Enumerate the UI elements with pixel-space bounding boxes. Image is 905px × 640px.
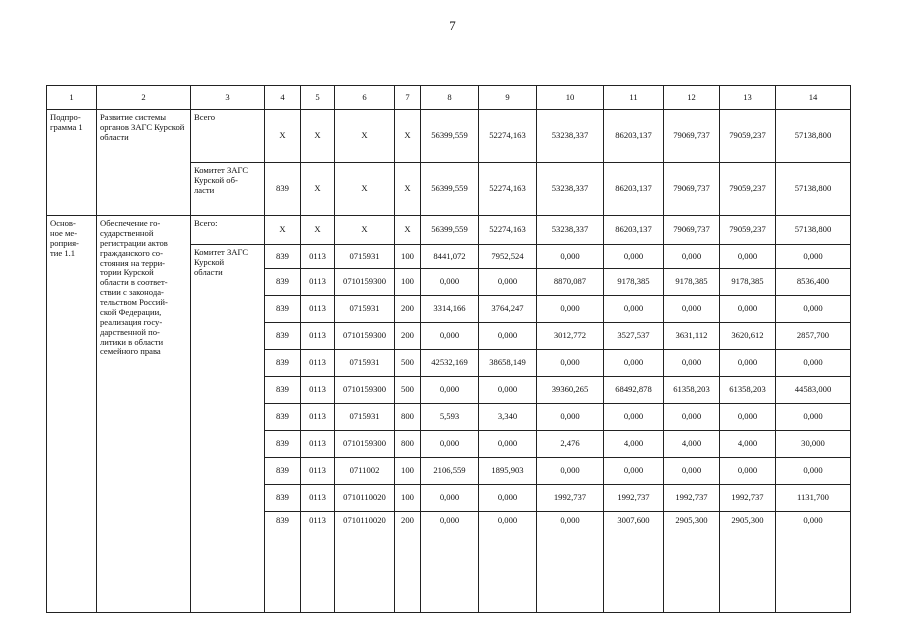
table-cell: 800 xyxy=(395,404,421,431)
table-cell: 0,000 xyxy=(421,377,479,404)
table-cell: 839 xyxy=(265,163,301,216)
table-cell: 1992,737 xyxy=(664,485,720,512)
table-cell: 0113 xyxy=(301,323,335,350)
table-cell: X xyxy=(335,110,395,163)
table-cell: 79069,737 xyxy=(664,163,720,216)
table-cell: 39360,265 xyxy=(537,377,604,404)
table-cell: 1992,737 xyxy=(720,485,776,512)
table-cell: 0,000 xyxy=(479,485,537,512)
table-cell: 839 xyxy=(265,350,301,377)
table-cell: 0,000 xyxy=(664,350,720,377)
table-cell: 200 xyxy=(395,296,421,323)
table-cell: 1131,700 xyxy=(776,485,851,512)
subprogram-title: Развитие системы органов ЗАГС Курской области xyxy=(97,110,191,216)
row-label: Всего: xyxy=(191,216,265,245)
row-label: Комитет ЗАГС Курской области xyxy=(191,245,265,613)
table-cell: 0,000 xyxy=(537,350,604,377)
table-cell: 0,000 xyxy=(664,404,720,431)
table-cell: 100 xyxy=(395,245,421,269)
table-cell: X xyxy=(265,216,301,245)
table-cell: X xyxy=(395,216,421,245)
table-cell: 4,000 xyxy=(604,431,664,458)
column-header: 4 xyxy=(265,86,301,110)
table-cell: 2905,300 xyxy=(720,512,776,613)
table-cell: X xyxy=(265,110,301,163)
table-cell: 86203,137 xyxy=(604,110,664,163)
table-cell: 0,000 xyxy=(664,296,720,323)
table-cell: 9178,385 xyxy=(720,269,776,296)
table-cell: 0715931 xyxy=(335,350,395,377)
column-header: 13 xyxy=(720,86,776,110)
table-cell: 1992,737 xyxy=(604,485,664,512)
table-row xyxy=(47,216,851,245)
table-cell: 839 xyxy=(265,431,301,458)
table-cell: 0113 xyxy=(301,404,335,431)
table-cell: 30,000 xyxy=(776,431,851,458)
column-header: 12 xyxy=(664,86,720,110)
table-cell: 0715931 xyxy=(335,404,395,431)
table-cell: 0,000 xyxy=(479,377,537,404)
table-cell: 0113 xyxy=(301,245,335,269)
table-cell: 0,000 xyxy=(537,404,604,431)
table-cell: 0710159300 xyxy=(335,269,395,296)
table-cell: 2,476 xyxy=(537,431,604,458)
table-cell: X xyxy=(395,110,421,163)
table-cell: X xyxy=(301,216,335,245)
row-label: Комитет ЗАГС Курской об- ласти xyxy=(191,163,265,216)
table-cell: 3007,600 xyxy=(604,512,664,613)
table-cell: 56399,559 xyxy=(421,216,479,245)
table-cell: 0113 xyxy=(301,377,335,404)
table-cell: 68492,878 xyxy=(604,377,664,404)
table-cell: 0710110020 xyxy=(335,485,395,512)
table-cell: 79059,237 xyxy=(720,163,776,216)
table-cell: 0,000 xyxy=(776,512,851,613)
table-cell: 0,000 xyxy=(776,404,851,431)
table-cell: 0715931 xyxy=(335,296,395,323)
table-cell: 0,000 xyxy=(479,323,537,350)
table-cell: 500 xyxy=(395,377,421,404)
table-cell: 79059,237 xyxy=(720,110,776,163)
table-cell: 52274,163 xyxy=(479,216,537,245)
table-cell: 0,000 xyxy=(479,431,537,458)
table-cell: X xyxy=(335,216,395,245)
table-cell: 9178,385 xyxy=(664,269,720,296)
table-cell: 0,000 xyxy=(776,350,851,377)
table-cell: 500 xyxy=(395,350,421,377)
table-cell: 2857,700 xyxy=(776,323,851,350)
column-header: 6 xyxy=(335,86,395,110)
row-label: Всего xyxy=(191,110,265,163)
table-cell: 79069,737 xyxy=(664,110,720,163)
table-cell: 0711002 xyxy=(335,458,395,485)
table-cell: 839 xyxy=(265,404,301,431)
table-cell: 79059,237 xyxy=(720,216,776,245)
table-cell: 57138,800 xyxy=(776,163,851,216)
table-cell: 200 xyxy=(395,323,421,350)
table-cell: 0113 xyxy=(301,431,335,458)
table-cell: 0113 xyxy=(301,269,335,296)
column-header: 1 xyxy=(47,86,97,110)
table-cell: 0710159300 xyxy=(335,431,395,458)
table-cell: 0,000 xyxy=(421,512,479,613)
table-cell: 0113 xyxy=(301,512,335,613)
table-cell: 0,000 xyxy=(720,458,776,485)
column-header: 10 xyxy=(537,86,604,110)
table-cell: 0,000 xyxy=(776,296,851,323)
table-cell: 0,000 xyxy=(421,485,479,512)
table-cell: 0710159300 xyxy=(335,323,395,350)
table-cell: 0,000 xyxy=(776,245,851,269)
table-cell: 79069,737 xyxy=(664,216,720,245)
table-cell: 839 xyxy=(265,323,301,350)
table-cell: 0,000 xyxy=(537,245,604,269)
table-cell: 0113 xyxy=(301,296,335,323)
table-cell: X xyxy=(395,163,421,216)
table-cell: 52274,163 xyxy=(479,163,537,216)
table-cell: 52274,163 xyxy=(479,110,537,163)
table-cell: 0,000 xyxy=(720,296,776,323)
table-cell: 3631,112 xyxy=(664,323,720,350)
table-cell: 839 xyxy=(265,458,301,485)
budget-table xyxy=(46,85,851,613)
table-cell: 1895,903 xyxy=(479,458,537,485)
table-cell: 57138,800 xyxy=(776,110,851,163)
table-cell: 3,340 xyxy=(479,404,537,431)
table-cell: 3527,537 xyxy=(604,323,664,350)
table-cell: 0,000 xyxy=(720,404,776,431)
table-cell: 100 xyxy=(395,458,421,485)
activity-label: Основ- ное ме- роприя- тие 1.1 xyxy=(47,216,97,613)
table-cell: 0,000 xyxy=(537,512,604,613)
table-cell: 56399,559 xyxy=(421,110,479,163)
table-cell: 8536,400 xyxy=(776,269,851,296)
table-cell: 8870,087 xyxy=(537,269,604,296)
table-cell: 9178,385 xyxy=(604,269,664,296)
table-cell: 0,000 xyxy=(537,458,604,485)
table-cell: 0710110020 xyxy=(335,512,395,613)
table-cell: 38658,149 xyxy=(479,350,537,377)
header-row xyxy=(47,86,851,110)
table-cell: 53238,337 xyxy=(537,163,604,216)
table-cell: 839 xyxy=(265,485,301,512)
table-cell: 86203,137 xyxy=(604,163,664,216)
table-cell: X xyxy=(301,110,335,163)
table-cell: 42532,169 xyxy=(421,350,479,377)
table-cell: 7952,524 xyxy=(479,245,537,269)
table-cell: 44583,000 xyxy=(776,377,851,404)
table-cell: 57138,800 xyxy=(776,216,851,245)
table-cell: X xyxy=(301,163,335,216)
table-cell: 0,000 xyxy=(664,245,720,269)
table-cell: 839 xyxy=(265,377,301,404)
table-cell: 1992,737 xyxy=(537,485,604,512)
subprogram-label: Подпро- грамма 1 xyxy=(47,110,97,216)
table-cell: 0113 xyxy=(301,458,335,485)
table-cell: X xyxy=(335,163,395,216)
column-header: 8 xyxy=(421,86,479,110)
table-cell: 0,000 xyxy=(720,245,776,269)
table-cell: 0,000 xyxy=(720,350,776,377)
table-cell: 200 xyxy=(395,512,421,613)
table-cell: 0,000 xyxy=(479,269,537,296)
column-header: 5 xyxy=(301,86,335,110)
table-cell: 0,000 xyxy=(604,404,664,431)
table-cell: 0710159300 xyxy=(335,377,395,404)
table-cell: 0,000 xyxy=(776,458,851,485)
column-header: 11 xyxy=(604,86,664,110)
column-header: 3 xyxy=(191,86,265,110)
table-cell: 839 xyxy=(265,269,301,296)
table-cell: 0715931 xyxy=(335,245,395,269)
table-cell: 839 xyxy=(265,245,301,269)
table-cell: 53238,337 xyxy=(537,110,604,163)
table-cell: 0,000 xyxy=(421,269,479,296)
table-cell: 800 xyxy=(395,431,421,458)
table-cell: 61358,203 xyxy=(720,377,776,404)
column-header: 14 xyxy=(776,86,851,110)
page-number: 7 xyxy=(449,18,456,33)
table-cell: 8441,072 xyxy=(421,245,479,269)
table-cell: 5,593 xyxy=(421,404,479,431)
column-header: 9 xyxy=(479,86,537,110)
table-cell: 0,000 xyxy=(537,296,604,323)
table-cell: 0,000 xyxy=(604,245,664,269)
table-cell: 0113 xyxy=(301,350,335,377)
table-cell: 0,000 xyxy=(421,323,479,350)
table-cell: 100 xyxy=(395,269,421,296)
table-cell: 839 xyxy=(265,296,301,323)
table-cell: 86203,137 xyxy=(604,216,664,245)
table-cell: 3764,247 xyxy=(479,296,537,323)
table-cell: 2905,300 xyxy=(664,512,720,613)
activity-title: Обеспечение го- сударственной регистрации актов гражданского со- стояния на терри- тории Курской области в соответ- ствии с законода- тельством Россий- ской Федерации, реализация госу- дарственной по- литики в области семейного права xyxy=(97,216,191,613)
table-cell: 53238,337 xyxy=(537,216,604,245)
table-cell: 0,000 xyxy=(664,458,720,485)
table-cell: 0113 xyxy=(301,485,335,512)
table-cell: 4,000 xyxy=(664,431,720,458)
table-cell: 0,000 xyxy=(479,512,537,613)
table-cell: 0,000 xyxy=(421,431,479,458)
table-cell: 2106,559 xyxy=(421,458,479,485)
table-cell: 56399,559 xyxy=(421,163,479,216)
table-cell: 3012,772 xyxy=(537,323,604,350)
table-cell: 4,000 xyxy=(720,431,776,458)
table-cell: 0,000 xyxy=(604,350,664,377)
table-cell: 61358,203 xyxy=(664,377,720,404)
table-cell: 0,000 xyxy=(604,458,664,485)
table-cell: 100 xyxy=(395,485,421,512)
column-header: 7 xyxy=(395,86,421,110)
table-cell: 839 xyxy=(265,512,301,613)
table-cell: 0,000 xyxy=(604,296,664,323)
table-cell: 3314,166 xyxy=(421,296,479,323)
table-row xyxy=(47,110,851,163)
column-header: 2 xyxy=(97,86,191,110)
table-cell: 3620,612 xyxy=(720,323,776,350)
